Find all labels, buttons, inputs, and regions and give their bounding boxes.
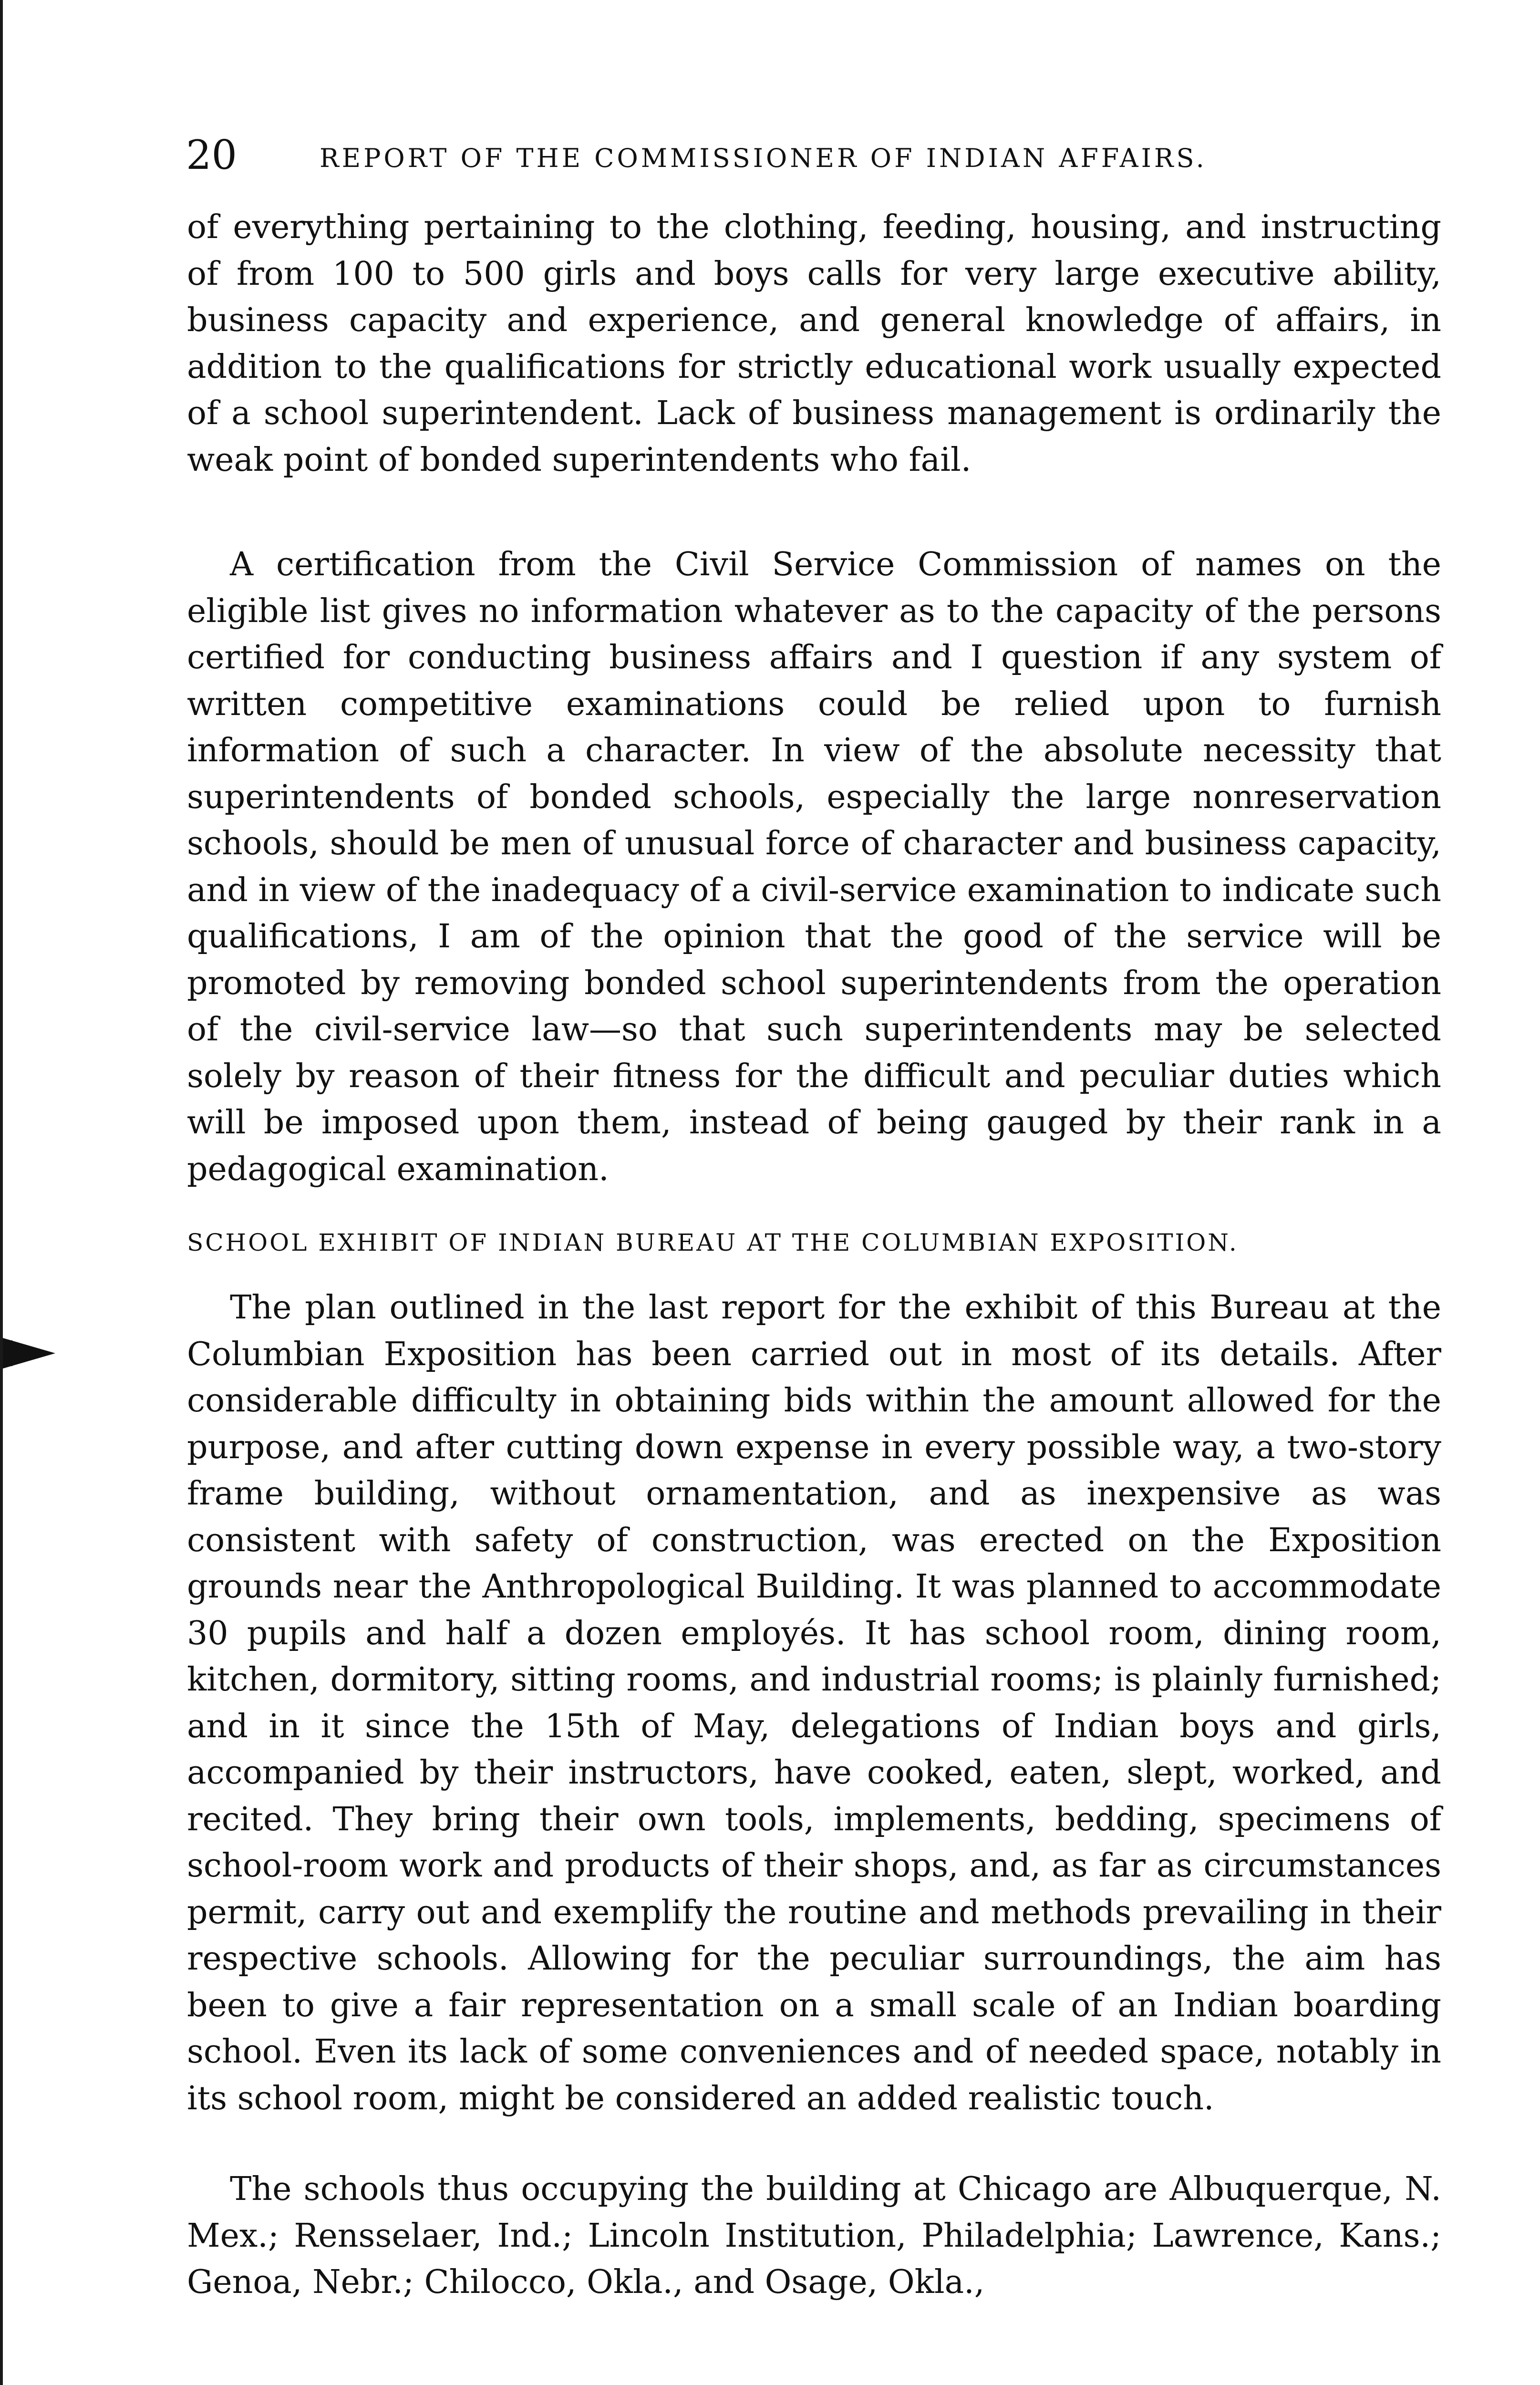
scan-left-edge: [0, 0, 3, 2385]
running-head: [186, 129, 1354, 181]
running-title: REPORT OF THE COMMISSIONER OF INDIAN AFFAIRS.: [320, 143, 1207, 173]
paragraph-schools: The schools thus occupying the building at Chicago are Albuquerque, N. Mex.; Rensselaer, Ind.; Lincoln Institution, Philadelphia; Lawrence, Kans.; Genoa, Nebr.; Chilocco, Okla., and Osage, Okla.,: [187, 2170, 1441, 2301]
margin-pointer-icon: [3, 1338, 55, 1369]
section-heading: SCHOOL EXHIBIT OF INDIAN BUREAU AT THE COLUMBIAN EXPOSITION.: [187, 1229, 1239, 1256]
paragraph-civil-service: A certification from the Civil Service Commission of names on the eligible list gives no information whatever as to the capacity of the persons certified for conducting business affairs and I question if any system of written competitive examinations could be relied upon to furnish information of such a character. In view of the absolute necessity that superintendents of bonded schools, especially the large nonreservation schools, should be men of unusual force of character and business capacity, and in view of the inadequacy of a civil-service examination to indicate such qualifications, I am of the opinion that the good of the service will be promoted by removing bonded school superintendents from the operation of the civil-service law—so that such superintendents may be selected solely by reason of their fitness for the difficult and peculiar duties which will be imposed upon them, instead of being gauged by their rank in a pedagogical examination.: [187, 546, 1441, 1188]
page-number: 20: [186, 132, 237, 178]
paragraph-continued: of everything pertaining to the clothing, feeding, housing, and instructing of from 100 to 500 girls and boys calls for very large executive ability, business capacity and experience, and general knowledge of affairs, in addition to the qualifications for strictly educational work usually expected of a school superintendent. Lack of business management is ordinarily the weak point of bonded superintendents who fail.: [187, 208, 1441, 479]
paragraph-exhibit: The plan outlined in the last report for the exhibit of this Bureau at the Columbian Exposition has been carried out in most of its details. After considerable difficulty in obtaining bids within the amount allowed for the purpose, and after cutting down expense in every possible way, a two-story frame building, without ornamentation, and as inexpensive as was consistent with safety of construction, was erected on the Exposition grounds near the Anthropological Building. It was planned to accommodate 30 pupils and half a dozen employés. It has school room, dining room, kitchen, dormitory, sitting rooms, and industrial rooms; is plainly furnished; and in it since the 15th of May, delegations of Indian boys and girls, accompanied by their instructors, have cooked, eaten, slept, worked, and recited. They bring their own tools, implements, bedding, specimens of school-room work and products of their shops, and, as far as circumstances permit, carry out and exemplify the routine and methods prevailing in their respective schools. Allowing for the peculiar surroundings, the aim has been to give a fair representation on a small scale of an Indian boarding school. Even its lack of some conveniences and of needed space, notably in its school room, might be considered an added realistic touch.: [187, 1289, 1441, 2117]
